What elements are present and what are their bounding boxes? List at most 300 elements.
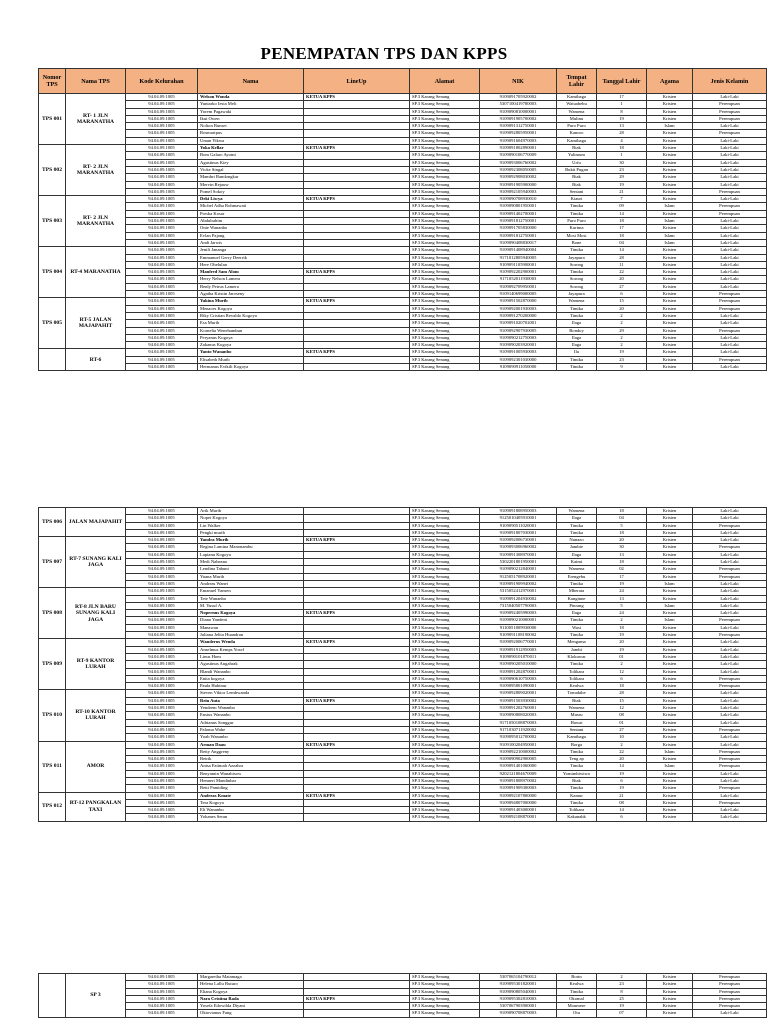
- lineup-cell: [304, 785, 410, 792]
- lineup-cell: [304, 320, 410, 327]
- jenis-kelamin-cell: Laki-Laki: [693, 719, 767, 726]
- table-row: [39, 349, 767, 356]
- agama-cell: Kristen: [647, 1003, 693, 1010]
- lineup-cell: [304, 166, 410, 173]
- lineup-cell: [304, 617, 410, 624]
- nik-cell: 5307065104790012: [480, 974, 557, 981]
- tanggal-lahir-cell: 19: [597, 632, 647, 639]
- agama-cell: Kristen: [647, 697, 693, 704]
- table-row: [39, 690, 767, 697]
- nama-cell: Helena Lallu Buturo: [198, 981, 304, 988]
- kode-kelurahan-cell: 94.04.09.1005: [126, 624, 198, 631]
- alamat-cell: SP.3 Karang Senang: [410, 166, 480, 173]
- kode-kelurahan-cell: 94.04.09.1005: [126, 196, 198, 203]
- kode-kelurahan-cell: 94.04.09.1005: [126, 580, 198, 587]
- nik-cell: 9109090106770009: [480, 152, 557, 159]
- tps-name-cell: RT-4 MARANATHA: [66, 247, 126, 298]
- agama-cell: Kristen: [647, 312, 693, 319]
- alamat-cell: SP.3 Karang Senang: [410, 363, 480, 370]
- kode-kelurahan-cell: 94.04.09.1005: [126, 349, 198, 356]
- table-row: [39, 551, 767, 558]
- tanggal-lahir-cell: 2: [597, 741, 647, 748]
- agama-cell: Islam: [647, 602, 693, 609]
- table-row: [39, 334, 767, 341]
- tanggal-lahir-cell: 08: [597, 799, 647, 806]
- alamat-cell: SP.3 Karang Senang: [410, 646, 480, 653]
- tempat-lahir-cell: Sorong: [557, 276, 597, 283]
- alamat-cell: SP.3 Karang Senang: [410, 269, 480, 276]
- tanggal-lahir-cell: 2: [597, 661, 647, 668]
- alamat-cell: SP.3 Karang Senang: [410, 580, 480, 587]
- table-row: [39, 559, 767, 566]
- tempat-lahir-cell: Bondoy: [557, 327, 597, 334]
- tanggal-lahir-cell: 6: [597, 291, 647, 298]
- nama-cell: Eliana Kogoya: [198, 988, 304, 995]
- nama-cell: Nolton Bunsei: [198, 123, 304, 130]
- nik-cell: 9109095012700002: [480, 734, 557, 741]
- tempat-lahir-cell: Borin: [557, 974, 597, 981]
- tempat-lahir-cell: Timika: [557, 269, 597, 276]
- tempat-lahir-cell: Timika: [557, 203, 597, 210]
- kode-kelurahan-cell: 94.04.09.1005: [126, 261, 198, 268]
- lineup-cell: [304, 508, 410, 515]
- lineup-cell: [304, 101, 410, 108]
- agama-cell: Islam: [647, 763, 693, 770]
- alamat-cell: SP.3 Karang Senang: [410, 152, 480, 159]
- tanggal-lahir-cell: 5: [597, 522, 647, 529]
- nama-cell: Evlan Pajang: [198, 232, 304, 239]
- tempat-lahir-cell: Urfu: [557, 159, 597, 166]
- nama-cell: Anselmus Kemps Yosef: [198, 646, 304, 653]
- tempat-lahir-cell: Timika: [557, 210, 597, 217]
- table-row: [39, 108, 767, 115]
- tempat-lahir-cell: Timika: [557, 305, 597, 312]
- kode-kelurahan-cell: 94.04.09.1005: [126, 283, 198, 290]
- nama-cell: Onie Wananbo: [198, 225, 304, 232]
- nama-cell: Paloma Wabe: [198, 726, 304, 733]
- nik-cell: 9109091105900001: [480, 261, 557, 268]
- agama-cell: Kristen: [647, 210, 693, 217]
- nik-cell: 9109092709950001: [480, 283, 557, 290]
- kode-kelurahan-cell: 94.04.09.1005: [126, 203, 198, 210]
- lineup-cell: KETUA KPPS: [304, 269, 410, 276]
- alamat-cell: SP.3 Karang Senang: [410, 1010, 480, 1017]
- tanggal-lahir-cell: 20: [597, 639, 647, 646]
- table-row: [39, 276, 767, 283]
- nama-cell: Wanderus Wenda: [198, 639, 304, 646]
- nama-cell: Nopei Kogoya: [198, 515, 304, 522]
- kode-kelurahan-cell: 94.04.09.1005: [126, 342, 198, 349]
- alamat-cell: SP.3 Karang Senang: [410, 544, 480, 551]
- jenis-kelamin-cell: Perempuan: [693, 356, 767, 363]
- kode-kelurahan-cell: 94.04.09.1005: [126, 247, 198, 254]
- tps-name-cell: RT-12 PANGKALAN TAXI: [66, 792, 126, 821]
- tempat-lahir-cell: Pinrang: [557, 602, 597, 609]
- lineup-cell: [304, 668, 410, 675]
- lineup-cell: [304, 770, 410, 777]
- jenis-kelamin-cell: Laki-Laki: [693, 254, 767, 261]
- table-row: [39, 101, 767, 108]
- nik-cell: 5302201801950001: [480, 559, 557, 566]
- nama-cell: Agustinus Angahrak: [198, 661, 304, 668]
- kode-kelurahan-cell: 94.04.09.1005: [126, 101, 198, 108]
- jenis-kelamin-cell: Perempuan: [693, 305, 767, 312]
- agama-cell: Kristen: [647, 181, 693, 188]
- table-row: [39, 1003, 767, 1010]
- tempat-lahir-cell: Tolikara: [557, 675, 597, 682]
- alamat-cell: SP.3 Karang Senang: [410, 624, 480, 631]
- table-row: [39, 130, 767, 137]
- agama-cell: Kristen: [647, 188, 693, 195]
- table-row: [39, 537, 767, 544]
- alamat-cell: SP.3 Karang Senang: [410, 668, 480, 675]
- tanggal-lahir-cell: 8: [597, 108, 647, 115]
- tanggal-lahir-cell: 04: [597, 515, 647, 522]
- nik-cell: 9109092301030000: [480, 356, 557, 363]
- nama-cell: Linus Hom: [198, 653, 304, 660]
- tps-name-cell: RT-5 JALAN MAJAPAHIT: [66, 298, 126, 349]
- alamat-cell: SP.3 Karang Senang: [410, 719, 480, 726]
- kode-kelurahan-cell: 94.04.09.1005: [126, 770, 198, 777]
- jenis-kelamin-cell: Laki-Laki: [693, 137, 767, 144]
- nama-cell: Emanuel Yansen: [198, 588, 304, 595]
- lineup-cell: [304, 748, 410, 755]
- agama-cell: Kristen: [647, 349, 693, 356]
- tempat-lahir-cell: Erengebu: [557, 573, 597, 580]
- lineup-cell: [304, 529, 410, 536]
- tanggal-lahir-cell: 18: [597, 683, 647, 690]
- table-row: [39, 995, 767, 1002]
- tps-number-cell: TPS 011: [39, 741, 66, 792]
- kode-kelurahan-cell: 94.04.09.1005: [126, 646, 198, 653]
- table-row: [39, 225, 767, 232]
- jenis-kelamin-cell: Laki-Laki: [693, 312, 767, 319]
- agama-cell: Kristen: [647, 734, 693, 741]
- nama-cell: Anisa Fatimah Azzahra: [198, 763, 304, 770]
- tempat-lahir-cell: Timika: [557, 363, 597, 370]
- tanggal-lahir-cell: 19: [597, 349, 647, 356]
- lineup-cell: [304, 276, 410, 283]
- tanggal-lahir-cell: 27: [597, 283, 647, 290]
- tps-name-cell: RT- 2 JLN MARANATHA: [66, 145, 126, 196]
- tanggal-lahir-cell: 7: [597, 196, 647, 203]
- nik-cell: 9109090805040001: [480, 988, 557, 995]
- alamat-cell: SP.3 Karang Senang: [410, 522, 480, 529]
- jenis-kelamin-cell: Laki-Laki: [693, 559, 767, 566]
- nama-cell: Blandi Wananbo: [198, 668, 304, 675]
- agama-cell: Kristen: [647, 356, 693, 363]
- jenis-kelamin-cell: Perempuan: [693, 763, 767, 770]
- table-row: [39, 610, 767, 617]
- agama-cell: Kristen: [647, 291, 693, 298]
- table-row: [39, 683, 767, 690]
- tanggal-lahir-cell: 12: [597, 668, 647, 675]
- alamat-cell: SP.3 Karang Senang: [410, 697, 480, 704]
- tempat-lahir-cell: Ilaga: [557, 610, 597, 617]
- table-row: [39, 544, 767, 551]
- nik-cell: 9109092805950001: [480, 130, 557, 137]
- kode-kelurahan-cell: 94.04.09.1005: [126, 974, 198, 981]
- jenis-kelamin-cell: Laki-Laki: [693, 639, 767, 646]
- tps-number-cell: TPS 002: [39, 145, 66, 196]
- alamat-cell: SP.3 Karang Senang: [410, 610, 480, 617]
- nik-cell: 9109091905900000: [480, 181, 557, 188]
- agama-cell: Kristen: [647, 995, 693, 1002]
- nik-cell: 9109094807000000: [480, 799, 557, 806]
- agama-cell: Kristen: [647, 770, 693, 777]
- tempat-lahir-cell: Biak: [557, 181, 597, 188]
- nik-cell: 9109092006770001: [480, 639, 557, 646]
- alamat-cell: SP.3 Karang Senang: [410, 261, 480, 268]
- agama-cell: Kristen: [647, 785, 693, 792]
- tanggal-lahir-cell: 18: [597, 145, 647, 152]
- agama-cell: Kristen: [647, 588, 693, 595]
- jenis-kelamin-cell: Perempuan: [693, 130, 767, 137]
- alamat-cell: SP.3 Karang Senang: [410, 181, 480, 188]
- tps-name-cell: RT-7 SUNANG KALI JAGA: [66, 537, 126, 588]
- kode-kelurahan-cell: 94.04.09.1005: [126, 327, 198, 334]
- jenis-kelamin-cell: Laki-Laki: [693, 777, 767, 784]
- kode-kelurahan-cell: 94.04.09.1005: [126, 602, 198, 609]
- jenis-kelamin-cell: Laki-Laki: [693, 225, 767, 232]
- table-row: [39, 661, 767, 668]
- tanggal-lahir-cell: 2: [597, 342, 647, 349]
- page-title: PENEMPATAN TPS DAN KPPS: [260, 44, 508, 63]
- table-row: [39, 522, 767, 529]
- jenis-kelamin-cell: Laki-Laki: [693, 595, 767, 602]
- tanggal-lahir-cell: 14: [597, 807, 647, 814]
- nama-cell: M. Yusuf A.: [198, 602, 304, 609]
- alamat-cell: SP.3 Karang Senang: [410, 690, 480, 697]
- nama-cell: Arman Daau: [198, 741, 304, 748]
- lineup-cell: [304, 675, 410, 682]
- table-row: [39, 777, 767, 784]
- tempat-lahir-cell: Timika: [557, 785, 597, 792]
- table-row: [39, 115, 767, 122]
- lineup-cell: KETUA KPPS: [304, 697, 410, 704]
- kode-kelurahan-cell: 94.04.09.1005: [126, 181, 198, 188]
- tanggal-lahir-cell: 20: [597, 756, 647, 763]
- lineup-cell: [304, 763, 410, 770]
- tempat-lahir-cell: Ilu: [557, 349, 597, 356]
- jenis-kelamin-cell: Perempuan: [693, 566, 767, 573]
- nik-cell: 9109091402700001: [480, 210, 557, 217]
- nik-cell: 9109090911050000: [480, 363, 557, 370]
- agama-cell: Kristen: [647, 137, 693, 144]
- kode-kelurahan-cell: 94.04.09.1005: [126, 697, 198, 704]
- agama-cell: Kristen: [647, 166, 693, 173]
- agama-cell: Islam: [647, 232, 693, 239]
- tanggal-lahir-cell: 09: [597, 203, 647, 210]
- tempat-lahir-cell: Bone: [557, 239, 597, 246]
- kode-kelurahan-cell: 94.04.09.1005: [126, 653, 198, 660]
- lineup-cell: [304, 799, 410, 806]
- nama-cell: Peryanus Kogoya: [198, 334, 304, 341]
- nik-cell: 9109091812750001: [480, 218, 557, 225]
- table-row: [39, 588, 767, 595]
- kode-kelurahan-cell: 94.04.09.1005: [126, 734, 198, 741]
- tanggal-lahir-cell: 20: [597, 305, 647, 312]
- tps-name-cell: SP 3: [66, 974, 126, 1018]
- agama-cell: Kristen: [647, 508, 693, 515]
- tanggal-lahir-cell: 2: [597, 334, 647, 341]
- lineup-cell: [304, 188, 410, 195]
- alamat-cell: SP.3 Karang Senang: [410, 210, 480, 217]
- alamat-cell: SP.3 Karang Senang: [410, 232, 480, 239]
- tanggal-lahir-cell: 19: [597, 181, 647, 188]
- tanggal-lahir-cell: 10: [597, 734, 647, 741]
- agama-cell: Kristen: [647, 719, 693, 726]
- tanggal-lahir-cell: 29: [597, 327, 647, 334]
- jenis-kelamin-cell: Laki-Laki: [693, 529, 767, 536]
- nama-cell: Yosefa Edowilda Diyani: [198, 1003, 304, 1010]
- alamat-cell: SP.3 Karang Senang: [410, 595, 480, 602]
- alamat-cell: SP.3 Karang Senang: [410, 988, 480, 995]
- tanggal-lahir-cell: 17: [597, 225, 647, 232]
- tanggal-lahir-cell: 19: [597, 770, 647, 777]
- alamat-cell: SP.3 Karang Senang: [410, 145, 480, 152]
- tempat-lahir-cell: Biak: [557, 174, 597, 181]
- nama-cell: Benyamin Wanabisow: [198, 770, 304, 777]
- agama-cell: Kristen: [647, 196, 693, 203]
- lineup-cell: [304, 690, 410, 697]
- lineup-cell: [304, 974, 410, 981]
- kode-kelurahan-cell: 94.04.09.1005: [126, 807, 198, 814]
- jenis-kelamin-cell: Laki-Laki: [693, 668, 767, 675]
- agama-cell: Kristen: [647, 632, 693, 639]
- nik-cell: 9109091202760001: [480, 705, 557, 712]
- jenis-kelamin-cell: Laki-Laki: [693, 515, 767, 522]
- tanggal-lahir-cell: 13: [597, 595, 647, 602]
- tanggal-lahir-cell: 27: [597, 726, 647, 733]
- tempat-lahir-cell: Kanginne: [557, 595, 597, 602]
- table-row: [39, 595, 767, 602]
- table-row: [39, 573, 767, 580]
- table-row: [39, 792, 767, 799]
- lineup-cell: [304, 305, 410, 312]
- nik-cell: 9109091705830000: [480, 225, 557, 232]
- table-row: [39, 145, 767, 152]
- jenis-kelamin-cell: Laki-Laki: [693, 349, 767, 356]
- nik-cell: 9109092210000002: [480, 748, 557, 755]
- nama-cell: Adrianus Songgur: [198, 719, 304, 726]
- nik-cell: 9109091905700002: [480, 115, 557, 122]
- nama-cell: Eli Wananbo: [198, 807, 304, 814]
- table-row: [39, 814, 767, 821]
- jenis-kelamin-cell: Laki-Laki: [693, 551, 767, 558]
- tanggal-lahir-cell: 30: [597, 544, 647, 551]
- tps-number-cell: TPS 009: [39, 639, 66, 690]
- agama-cell: Kristen: [647, 792, 693, 799]
- alamat-cell: SP.3 Karang Senang: [410, 342, 480, 349]
- agama-cell: Kristen: [647, 544, 693, 551]
- nik-cell: 7315040507790003: [480, 602, 557, 609]
- tanggal-lahir-cell: 18: [597, 232, 647, 239]
- tempat-lahir-cell: Jayapura: [557, 254, 597, 261]
- tempat-lahir-cell: Wamena: [557, 108, 597, 115]
- tanggal-lahir-cell: 18: [597, 624, 647, 631]
- nama-cell: Rosmaripus: [198, 130, 304, 137]
- kode-kelurahan-cell: 94.04.09.1005: [126, 218, 198, 225]
- table-row: [39, 283, 767, 290]
- table-row: [39, 807, 767, 814]
- kode-kelurahan-cell: 94.04.09.1005: [126, 588, 198, 595]
- agama-cell: Kristen: [647, 777, 693, 784]
- table-row: [39, 159, 767, 166]
- table-row: [39, 305, 767, 312]
- lineup-cell: KETUA KPPS: [304, 741, 410, 748]
- kode-kelurahan-cell: 94.04.09.1005: [126, 239, 198, 246]
- col-nama-tps: Nama TPS: [66, 69, 126, 94]
- kode-kelurahan-cell: 94.04.09.1005: [126, 232, 198, 239]
- kode-kelurahan-cell: 94.04.09.1005: [126, 675, 198, 682]
- nik-cell: 9109091005930003: [480, 349, 557, 356]
- alamat-cell: SP.3 Karang Senang: [410, 807, 480, 814]
- tempat-lahir-cell: Kaimt: [557, 559, 597, 566]
- tps-number-cell: TPS 005: [39, 298, 66, 349]
- kode-kelurahan-cell: 94.04.09.1005: [126, 610, 198, 617]
- nama-cell: Lendina Tabuni: [198, 566, 304, 573]
- col-nik: NIK: [480, 69, 557, 94]
- agama-cell: Kristen: [647, 522, 693, 529]
- nama-cell: Yuana Murib: [198, 573, 304, 580]
- lineup-cell: [304, 726, 410, 733]
- alamat-cell: SP.3 Karang Senang: [410, 356, 480, 363]
- lineup-cell: [304, 261, 410, 268]
- tps-name-cell: RT-9 KANTOR LURAH: [66, 639, 126, 690]
- tps-number-cell: [39, 349, 66, 371]
- agama-cell: Kristen: [647, 94, 693, 101]
- agama-cell: Kristen: [647, 726, 693, 733]
- nama-cell: Yoka Kellar: [198, 145, 304, 152]
- nama-cell: Margaretha Matamaga: [198, 974, 304, 981]
- table-row: [39, 515, 767, 522]
- alamat-cell: SP.3 Karang Senang: [410, 225, 480, 232]
- table-row: [39, 617, 767, 624]
- nama-cell: Diana Yandeni: [198, 617, 304, 624]
- tanggal-lahir-cell: 23: [597, 356, 647, 363]
- tempat-lahir-cell: Kakanahk: [557, 814, 597, 821]
- alamat-cell: SP.3 Karang Senang: [410, 159, 480, 166]
- tps-number-cell: TPS 010: [39, 690, 66, 741]
- tempat-lahir-cell: Ilaga: [557, 342, 597, 349]
- alamat-cell: SP.3 Karang Senang: [410, 770, 480, 777]
- jenis-kelamin-cell: Laki-Laki: [693, 276, 767, 283]
- nama-cell: Menaces Kogoya: [198, 305, 304, 312]
- jenis-kelamin-cell: Perempuan: [693, 799, 767, 806]
- tempat-lahir-cell: Timika: [557, 356, 597, 363]
- lineup-cell: [304, 152, 410, 159]
- agama-cell: Kristen: [647, 269, 693, 276]
- lineup-cell: [304, 130, 410, 137]
- nik-cell: 9125051708920001: [480, 573, 557, 580]
- jenis-kelamin-cell: Perempuan: [693, 785, 767, 792]
- table-row: [39, 137, 767, 144]
- tempat-lahir-cell: Mberata: [557, 588, 597, 595]
- tempat-lahir-cell: Kealwa: [557, 981, 597, 988]
- tps-table-block-2: [38, 507, 767, 822]
- kode-kelurahan-cell: 94.04.09.1005: [126, 559, 198, 566]
- alamat-cell: SP.3 Karang Senang: [410, 137, 480, 144]
- nama-cell: Andi Jarwis: [198, 239, 304, 246]
- tps-number-cell: TPS 008: [39, 588, 66, 639]
- lineup-cell: [304, 661, 410, 668]
- alamat-cell: SP.3 Karang Senang: [410, 726, 480, 733]
- kode-kelurahan-cell: 94.04.09.1005: [126, 166, 198, 173]
- alamat-cell: SP.3 Karang Senang: [410, 995, 480, 1002]
- lineup-cell: [304, 734, 410, 741]
- lineup-cell: [304, 573, 410, 580]
